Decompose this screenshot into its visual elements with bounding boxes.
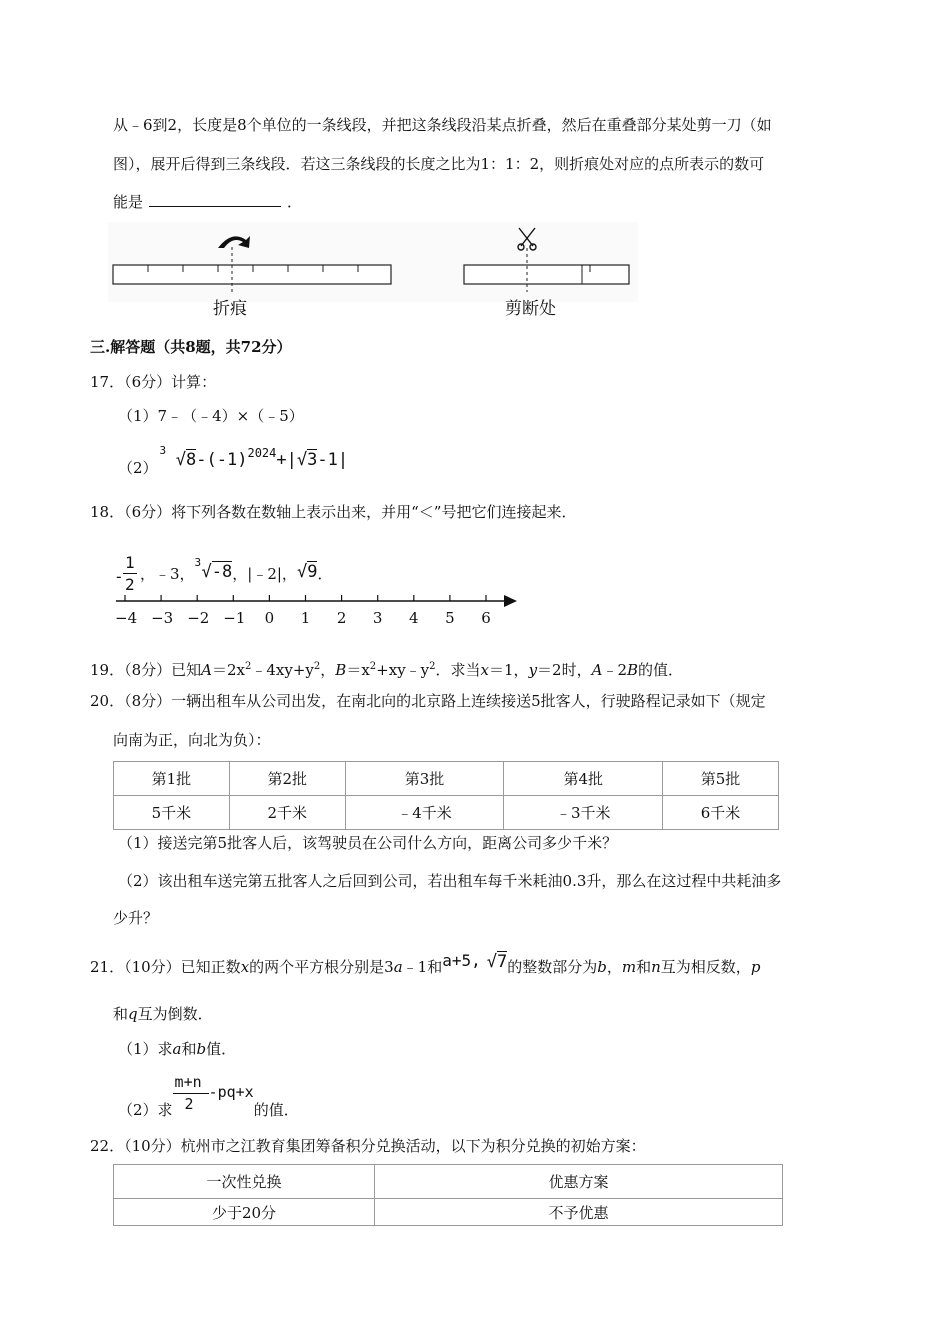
q16-line3: 能是 ． [113, 193, 303, 211]
table-cell: 第1批 [114, 762, 230, 796]
table-cell: 6千米 [663, 796, 779, 830]
q21-line1: 21．（10分）已知正数x的两个平方根分别是3a﹣1和a+5, √7的整数部分为b，m和n互为相反数，p [90, 951, 761, 976]
q21-part1: （1）求a和b值． [118, 1040, 237, 1058]
segment-left [113, 265, 391, 284]
q17-part2: （2） 3 $√8-(-1)^{2024}+|√3-1|$ [118, 444, 349, 477]
q18-numbers: - 1 2 ，﹣3， 3 √-8，|﹣2|，√9． [114, 553, 333, 594]
q20-table [113, 761, 779, 830]
answer-blank[interactable] [149, 192, 281, 207]
axis-label: 5 [445, 609, 455, 627]
table-cell: 第4批 [504, 762, 663, 796]
table-row [114, 1199, 783, 1226]
table-cell: 不予优惠 [375, 1199, 783, 1226]
table-row [114, 796, 779, 830]
table-cell: 2千米 [229, 796, 345, 830]
table-cell: 一次性兑换 [114, 1165, 375, 1199]
table-cell: 5千米 [114, 796, 230, 830]
q20-line1: 20．（8分）一辆出租车从公司出发，在南北向的北京路上连续接送5批客人，行驶路程记录如下（规定 [90, 692, 766, 710]
axis-label: 4 [409, 609, 419, 627]
axis-label: 1 [300, 609, 311, 627]
table-cell: 第3批 [345, 762, 504, 796]
q20-part2-line2: 少升？ [113, 909, 159, 927]
number-line [112, 590, 522, 632]
q20-part1: （1）接送完第5批客人后，该驾驶员在公司什么方向，距离公司多少千米？ [118, 834, 618, 852]
q18-number: 18．（6分）将下列各数在数轴上表示出来，并用“＜”号把它们连接起来． [90, 503, 577, 521]
axis-label: −2 [187, 609, 210, 627]
q21-line2: 和q互为倒数． [113, 1005, 213, 1023]
q20-part2-line1: （2）该出租车送完第五批客人之后回到公司，若出租车每千米耗油0.3升，那么在这过程中共耗油多 [118, 872, 782, 890]
axis-arrow-icon [504, 595, 517, 607]
figure-background [108, 222, 638, 302]
q16-line2: 图），展开后得到三条线段．若这三条线段的长度之比为1：1：2，则折痕处对应的点所表示的数可 [113, 155, 765, 173]
axis-label: 3 [372, 609, 383, 627]
q21-part2: （2）求 $\frac{m+n}{2}$ -pq+x的值． [118, 1073, 299, 1119]
table-cell: 少于20分 [114, 1199, 375, 1226]
table-row [114, 762, 779, 796]
q16-line1: 从﹣6到2，长度是8个单位的一条线段，并把这条线段沿某点折叠，然后在重叠部分某处剪一刀（如 [113, 116, 772, 134]
cut-label: 剪断处 [505, 299, 556, 319]
table-cell: 第5批 [663, 762, 779, 796]
q17-number: 17．（6分）计算： [90, 373, 217, 391]
q20-line2: 向南为正，向北为负）： [113, 731, 271, 749]
q22-text: 22．（10分）杭州市之江教育集团筹备积分兑换活动，以下为积分兑换的初始方案： [90, 1137, 646, 1155]
table-cell: 优惠方案 [375, 1165, 783, 1199]
table-cell: 第2批 [229, 762, 345, 796]
axis-label: 6 [481, 609, 491, 627]
q17-part1: （1）7﹣（﹣4）×（﹣5） [118, 407, 304, 425]
q19-text: 19．（8分）已知$A=2x^2﹣4xy+y^2$，$B=x^2+xy﹣y^2$．求当x＝1，y＝2时，A﹣2B的值． [90, 661, 684, 679]
axis-label: 2 [336, 609, 347, 627]
table-cell: ﹣4千米 [345, 796, 504, 830]
section-title: 三.解答题（共8题，共72分） [90, 338, 292, 356]
axis-label: −4 [115, 609, 138, 627]
axis-label: 0 [264, 609, 275, 627]
table-cell: ﹣3千米 [504, 796, 663, 830]
segment-right [464, 265, 629, 284]
fold-cut-figure [108, 222, 638, 322]
fold-label: 折痕 [213, 299, 247, 319]
axis-label: −3 [151, 609, 174, 627]
q22-table [113, 1164, 783, 1226]
table-row [114, 1165, 783, 1199]
axis-label: −1 [223, 609, 246, 627]
